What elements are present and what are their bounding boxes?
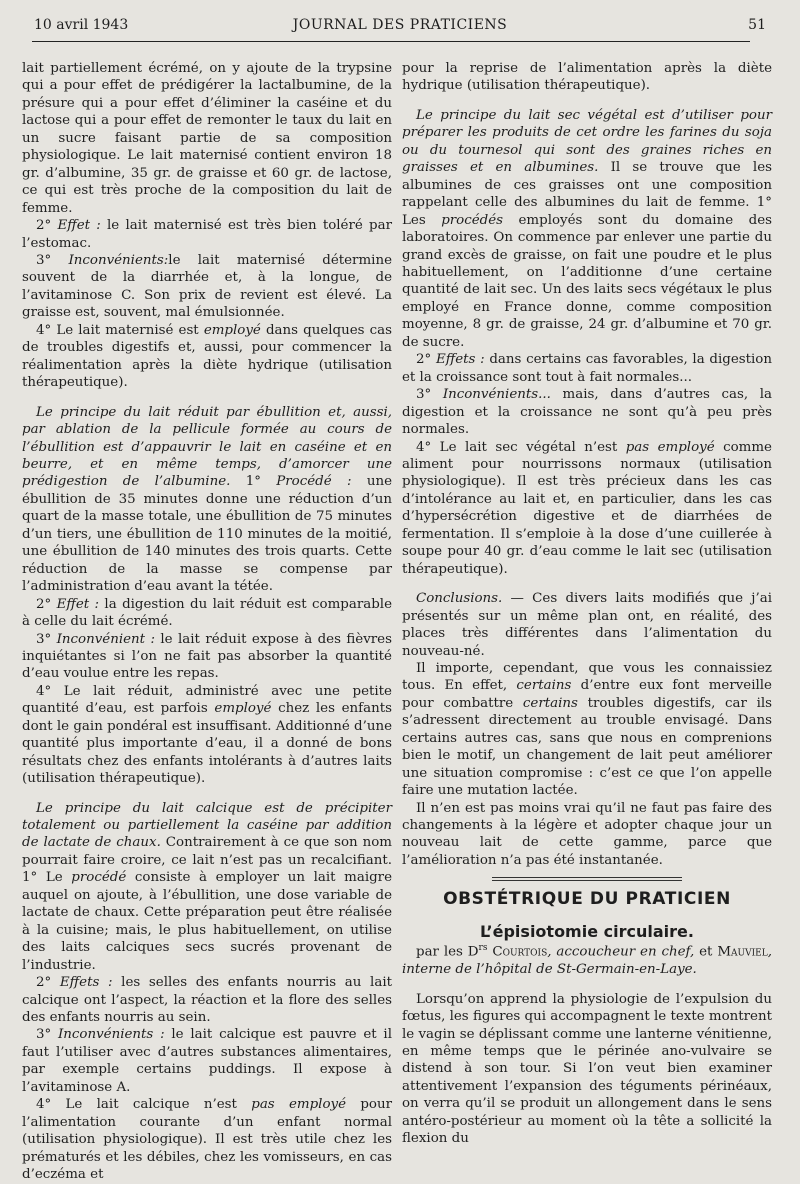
italic-text: procédés	[441, 212, 504, 228]
paragraph	[22, 800, 392, 975]
author-name: Courtois	[487, 944, 548, 960]
text: le lait maternisé détermine souvent de la diarrhée et, à la longue, de l’avitaminose C. Son prix de revient est élevé. La graisse est, souvent, mal émulsionnée.	[22, 252, 392, 321]
text: 2°	[36, 218, 58, 234]
text: le lait réduit expose à des fièvres inquiétantes si l’on ne fait pas absorber la quantité d’eau voulue entre les repas.	[22, 631, 392, 682]
paragraph	[22, 596, 392, 631]
paragraph	[402, 590, 772, 660]
paragraph	[22, 683, 392, 788]
text: et	[694, 944, 718, 960]
section-rule	[492, 877, 682, 881]
italic-text: employé	[203, 322, 261, 338]
page-number: 51	[748, 17, 766, 33]
paragraph	[22, 1096, 392, 1183]
text: chez les enfants dont le gain pondéral est insuffisant. Additionné d’une quantité plus importante d’eau, il a donné de bons résultats chez des enfants intolérants à d’autres laits (utilisation thérapeutique).	[22, 701, 393, 787]
text: 2°	[416, 352, 436, 368]
journal-title: JOURNAL DES PRATICIENS	[292, 17, 508, 33]
text: dans quelques cas de troubles digestifs et, aussi, pour commencer la réalimentation après la diète hydrique (utilisation thérapeutique).	[22, 322, 392, 391]
italic-text: Effets :	[435, 352, 485, 368]
italic-text: Le principe du lait calcique est de précipiter totalement ou partiellement la caséine par addition de lactate de chaux.	[22, 800, 392, 851]
text: Il n’en est pas moins vrai qu’il ne faut pas faire des changements à la légère et adopter chaque jour un nouveau lait de cette gamme, parce que l’amélioration n’a pas été instantanée.	[402, 800, 772, 868]
paragraph	[402, 800, 772, 870]
paragraph	[22, 1026, 392, 1096]
header-date: 10 avril 1943	[34, 17, 129, 33]
text: le lait maternisé est très bien toléré par l’estomac.	[22, 218, 392, 251]
text: d’entre eux font merveille pour combattre	[402, 678, 772, 711]
text: 2°	[36, 596, 57, 612]
text-columns	[22, 60, 773, 1183]
paragraph	[22, 60, 392, 217]
italic-text: Procédé :	[276, 474, 352, 490]
text: une ébullition de 35 minutes donne une réduction d’un quart de la masse totale, une ébullition de 75 minutes d’un tiers, une ébullition de 110 minutes de la moitié, une ébullition de 140 minutes des trois quarts. Cette réduction de la masse se compense par l’administration d’eau avant la tétée.	[22, 474, 392, 595]
italic-text: employé	[214, 701, 272, 717]
text: 4° Le lait maternisé est	[36, 322, 204, 338]
italic-text: certains	[516, 678, 572, 694]
text: 3°	[36, 252, 69, 268]
italic-text: Le principe du lait sec végétal est d’utiliser pour préparer les produits de cet ordre les farines du soja ou du tournesol qui sont des graines riches en graisses et en albumines.	[402, 107, 772, 176]
italic-text: Inconvénients:	[68, 252, 169, 268]
section-title: OBSTÉTRIQUE DU PRATICIEN	[443, 889, 731, 910]
italic-text: Inconvénients...	[442, 387, 551, 403]
text: 2°	[36, 975, 60, 991]
author-name: Mauviel	[717, 944, 768, 960]
text: 3°	[416, 387, 443, 403]
paragraph	[22, 322, 392, 392]
text: le lait calcique est pauvre et il faut l’utiliser avec d’autres substances alimentaires, par exemple certains puddings. Il expose à l’avitaminose A.	[22, 1027, 392, 1095]
paragraph	[22, 974, 392, 1026]
text: pour la reprise de l’alimentation après la diète hydrique (utilisation thérapeutique).	[402, 61, 772, 94]
text: Contrairement à ce que son nom pourrait faire croire, ce lait n’est pas un recalcifiant. 1° Le	[22, 835, 392, 886]
text: 3°	[36, 1027, 58, 1043]
italic-text: Conclusions.	[416, 591, 503, 607]
text: Il se trouve que les albumines de ces graisses ont une composition rappelant celle des albumines du lait de femme. 1° Les	[402, 160, 772, 228]
paragraph	[22, 404, 392, 596]
italic-text: Effet :	[57, 218, 101, 234]
text: comme aliment pour nourrissons normaux (utilisation physiologique). Il est très précieux dans les cas d’intolérance au lait et, en particulier, dans les cas d’hypersécrétion digestive et de diarrhées de fermentation. Il s’emploie à la dose d’une cuillerée à soupe pour 40 gr. d’eau comme le lait sec (utilisation thérapeutique).	[402, 439, 772, 577]
text: 3°	[36, 631, 57, 647]
italic-text: Effets :	[59, 975, 113, 991]
italic-text: procédé	[71, 870, 127, 886]
paragraph	[402, 60, 772, 95]
paragraph	[22, 252, 392, 322]
paragraph	[22, 631, 392, 683]
text: Lorsqu’on apprend la physiologie de l’expulsion du fœtus, les figures qui accompagnent le texte montrent le vagin se déplissant comme une lanterne vénitienne, en même temps que le périnée ano-vulvaire se distend à son tour. Si l’on veut bien examiner attentivement l’expansion des téguments périnéaux, on verra qu’il se produit un allongement dans le sens antéro-postérieur au moment où la tête a sollicité la flexion du	[402, 991, 772, 1147]
italic-text: Le principe du lait réduit par ébullition et, aussi, par ablation de la pellicule formée au cours de l’ébullition est d’appauvrir le lait en caséine et en beurre, et en même temps, d’amorcer une prédigestion de l’albumine.	[22, 404, 392, 490]
article-title: L’épisiotomie circulaire.	[480, 921, 694, 941]
text: 4° Le lait sec végétal n’est	[416, 439, 626, 455]
text: les selles des enfants nourris au lait calcique ont l’aspect, la réaction et la flore des selles des enfants nourris au sein.	[22, 975, 392, 1026]
text: Il importe, cependant, que vous les connaissiez tous. En effet,	[402, 660, 772, 694]
text: 1°	[230, 474, 277, 490]
text: par les D	[416, 944, 479, 960]
paragraph	[402, 386, 772, 438]
text: dans certains cas favorables, la digestion et la croissance sont tout à fait normales...	[402, 352, 772, 385]
text: consiste à employer un lait maigre auquel on ajoute, à l’ébullition, une dose variable de lactate de chaux. Cette préparation peut être réalisée à la cuisine; mais, le plus habituellement, on utilise des laits calciques secs sucrés provenant de l’industrie.	[22, 870, 393, 973]
italic-text: Effet :	[56, 596, 100, 612]
italic-text: Inconvénient :	[56, 631, 155, 647]
text: la digestion du lait réduit est comparable à celle du lait écrémé.	[22, 596, 392, 630]
author-role: , interne de l’hôpital de St-Germain-en-Laye.	[402, 944, 772, 978]
text: — Ces divers laits modifiés que j’ai présentés sur un même plan ont, en réalité, des places très différentes dans l’alimentation du nouveau-né.	[402, 591, 772, 659]
paragraph	[402, 991, 772, 1148]
running-header	[22, 14, 778, 42]
italic-text: certains	[522, 695, 578, 711]
text: 4° Le lait réduit, administré avec une petite quantité d’eau, est parfois	[22, 683, 392, 717]
italic-text: pas employé	[625, 439, 715, 455]
byline	[402, 940, 772, 978]
text: troubles digestifs, car ils s’adressent directement au trouble envisagé. Dans certains autres cas, sans que nous en comprenions bien le motif, un changement de lait peut améliorer une situation compromise : c’est ce que l’on appelle faire une mutation lactée.	[402, 695, 773, 799]
paragraph	[402, 107, 772, 351]
paragraph	[402, 351, 772, 386]
italic-text: Inconvénients :	[58, 1027, 165, 1043]
text: mais, dans d’autres cas, la digestion et la croissance ne sont qu’à peu près normales.	[402, 387, 772, 438]
author-role: , accoucheur en chef,	[547, 944, 695, 960]
text: employés sont du domaine des laboratoires. On commence par enlever une partie du grand excès de graisse, on fait une poudre et le plus habituellement, on l’additionne d’une certaine quantité de lait sec. Un des laits secs végétaux le plus employé en France donne, comme composition moyenne, 8 gr. de graisse, 24 gr. d’albumine et 70 gr. de sucre.	[402, 212, 772, 350]
header-rule	[32, 41, 750, 42]
text: pour l’alimentation courante d’un enfant normal (utilisation physiologique). Il est très utile chez les prématurés et les débiles, chez les vomisseurs, en cas d’eczéma et	[22, 1097, 392, 1183]
left-column	[22, 60, 393, 1183]
right-column	[402, 60, 773, 1147]
text: rs	[478, 943, 488, 954]
italic-text: pas employé	[251, 1097, 347, 1113]
paragraph	[402, 660, 772, 800]
paragraph	[402, 439, 772, 579]
text: 4° Le lait calcique n’est	[36, 1097, 252, 1113]
text: lait partiellement écrémé, on y ajoute de la trypsine qui a pour effet de prédigérer la lactalbumine, de la présure qui a pour effet d’éliminer la caséine et du lactose qui a pour effet de remonter le taux du lait en un sucre faisant partie de sa composition physiologique. Le lait maternisé contient environ 18 gr. d’albumine, 35 gr. de graisse et 60 gr. de lactose, ce qui est très proche de la composition du lait de femme.	[22, 61, 392, 216]
section-heading-block	[402, 877, 772, 940]
paragraph	[22, 217, 392, 252]
